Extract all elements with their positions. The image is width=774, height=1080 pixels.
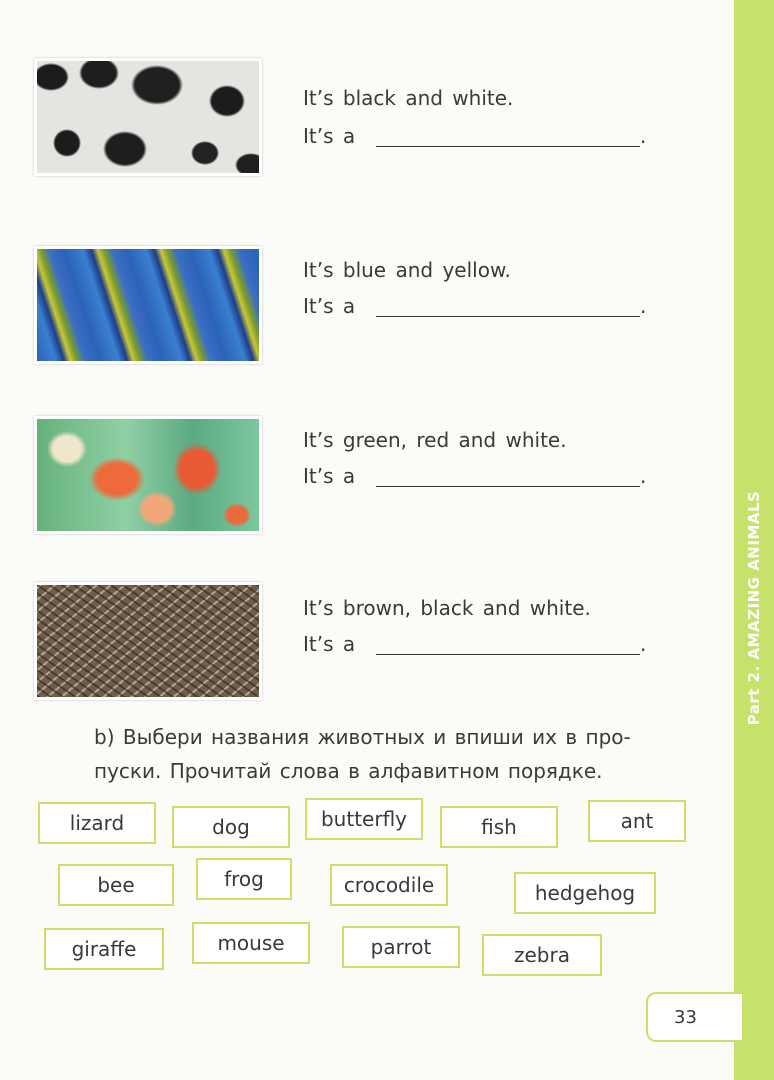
answer-prompt-4: It’s a	[303, 632, 356, 656]
answer-prompt-3: It’s a	[303, 464, 356, 488]
answer-blank-4[interactable]	[376, 654, 640, 655]
answer-blank-2[interactable]	[376, 316, 640, 317]
answer-period-2: .	[640, 294, 647, 318]
answer-blank-3[interactable]	[376, 486, 640, 487]
word-card-ant[interactable]: ant	[588, 800, 686, 842]
answer-blank-1[interactable]	[376, 146, 640, 147]
word-card-dog[interactable]: dog	[172, 806, 290, 848]
word-card-hedgehog[interactable]: hedgehog	[514, 872, 656, 914]
color-description-2: It’s blue and yellow.	[303, 258, 511, 282]
color-description-3: It’s green, red and white.	[303, 428, 567, 452]
answer-period-1: .	[640, 124, 647, 148]
word-card-bee[interactable]: bee	[58, 864, 174, 906]
word-card-crocodile[interactable]: crocodile	[330, 864, 448, 906]
word-card-giraffe[interactable]: giraffe	[44, 928, 164, 970]
answer-prompt-2: It’s a	[303, 294, 356, 318]
dalmatian-fur-image	[34, 58, 262, 176]
instruction-line-1: b) Выбери названия животных и впиши их в про-	[94, 725, 631, 749]
page-number: 33	[674, 1006, 697, 1028]
answer-prompt-1: It’s a	[303, 124, 356, 148]
answer-period-4: .	[640, 632, 647, 656]
word-card-zebra[interactable]: zebra	[482, 934, 602, 976]
hedgehog-spines-image	[34, 582, 262, 700]
word-card-lizard[interactable]: lizard	[38, 802, 156, 844]
part-title: Part 2. AMAZING ANIMALS	[745, 490, 763, 726]
word-card-mouse[interactable]: mouse	[192, 922, 310, 964]
exercise-instruction	[94, 720, 694, 788]
word-card-butterfly[interactable]: butterfly	[305, 798, 423, 840]
word-card-parrot[interactable]: parrot	[342, 926, 460, 968]
color-description-1: It’s black and white.	[303, 86, 514, 110]
lizard-skin-image	[34, 416, 262, 534]
word-card-fish[interactable]: fish	[440, 806, 558, 848]
word-card-frog[interactable]: frog	[196, 858, 292, 900]
page-number-tab	[646, 992, 742, 1042]
color-description-4: It’s brown, black and white.	[303, 596, 591, 620]
instruction-line-2: пуски. Прочитай слова в алфавитном порядке.	[94, 759, 603, 783]
answer-period-3: .	[640, 464, 647, 488]
fish-scales-image	[34, 246, 262, 364]
